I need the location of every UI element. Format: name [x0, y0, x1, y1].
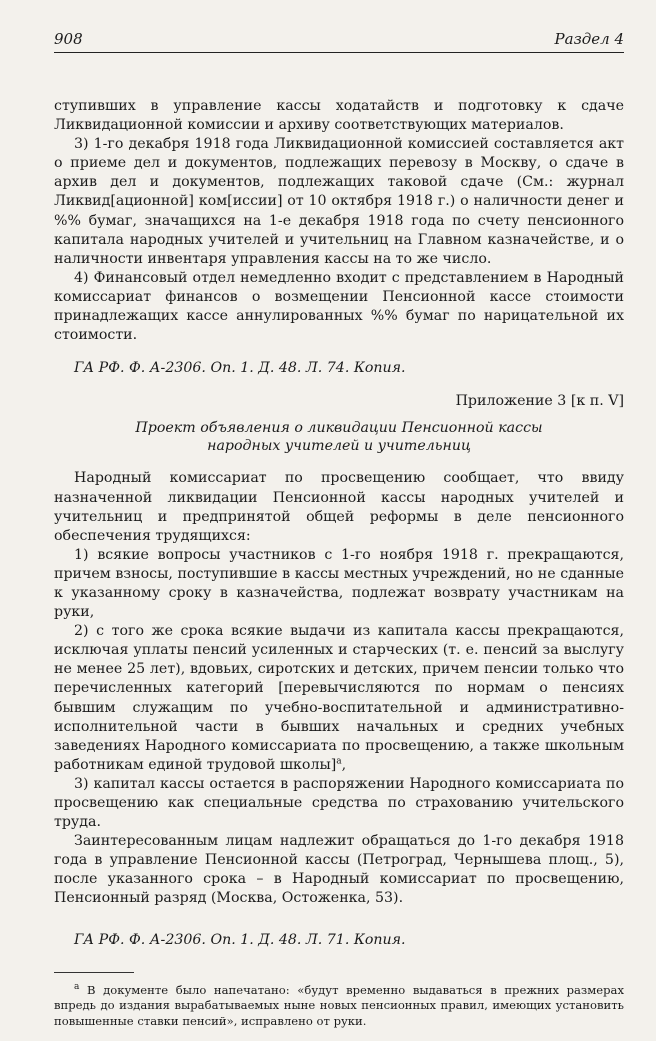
announcement-item-3: 3) капитал кассы остается в распоряжении Народного комиссариата по просвещению как специальные средства по страхованию учительского труда. [54, 775, 624, 831]
footnote-text: В документе было напечатано: «будут временно выдаваться в прежних размерах впредь до издания вырабатываемых ныне новых пенсионных правил, имеющих установить повышенные ставки пенсий», исправлено от руки. [54, 982, 624, 1028]
announcement-intro: Народный комиссариат по просвещению сообщает, что ввиду назначенной ликвидации Пенсионной кассы народных учителей и учительниц и предпринятой общей реформы в деле пенсионного обеспечения трудящихся: [54, 470, 624, 544]
announcement-item-2 [54, 622, 624, 775]
footnote-marker: а [336, 756, 342, 767]
footnote-divider [54, 972, 134, 973]
announcement-contact: Заинтересованным лицам надлежит обращаться до 1-го декабря 1918 года в управление Пенсионной кассы (Петроград, Чернышева площ., 5), после указанного срока – в Народный комиссариат по просвещению, Пенсионный разряд (Москва, Остоженка, 53). [54, 833, 624, 907]
announcement-item-1: 1) всякие вопросы участников с 1-го ноября 1918 г. прекращаются, причем взносы, поступившие в кассы местных учреждений, но не сданные к указанному сроку в казначейства, подлежат возврату участникам на руки, [54, 546, 624, 621]
paragraph-item-3: 3) 1-го декабря 1918 года Ликвидационной комиссией составляется акт о приеме дел и документов, подлежащих перевозу в Москву, о сдаче в архив дел и документов, подлежащих таковой сдаче (См.: журнал Ликвид[ационной] ком[иссии] от 10 октября 1918 г.) о наличности денег и %% бумаг, значащихся на 1-е декабря 1918 года по счету пенсионного капитала народных учителей и учительниц на Главном казначействе, и о наличности инвентаря управления кассы на то же число. [54, 136, 624, 267]
page-number: 908 [54, 30, 83, 48]
archive-reference: ГА РФ. Ф. А-2306. Оп. 1. Д. 48. Л. 74. Копия. [74, 360, 406, 377]
footnote-mark: а [74, 981, 80, 992]
page-header [54, 30, 624, 53]
document-title-line-1: Проект объявления о ликвидации Пенсионной кассы [135, 420, 543, 437]
document-page [54, 30, 624, 1041]
paragraph-item-4: 4) Финансовый отдел немедленно входит с представлением в Народный комиссариат финансов о возмещении Пенсионной кассе стоимости принадлежащих кассе аннулированных %% бумаг по нарицательной их стоимости. [54, 269, 624, 344]
page-body [54, 97, 624, 950]
paragraph-continuation: ступивших в управление кассы ходатайств и подготовку к сдаче Ликвидационной комиссии и архиву соответствующих материалов. [54, 98, 624, 134]
section-title: Раздел 4 [554, 30, 624, 48]
appendix-label: Приложение 3 [к п. V] [455, 393, 624, 410]
archive-reference-2: ГА РФ. Ф. А-2306. Оп. 1. Д. 48. Л. 71. Копия. [74, 931, 406, 948]
announcement-item-2-end: , [341, 756, 347, 773]
announcement-item-2-text: 2) с того же срока всякие выдачи из капитала кассы прекращаются, исключая уплаты пенсий усиленных и старческих (т. е. пенсий за выслугу не менее 25 лет), вдовьих, сиротских и детских, причем пенсии только что перечисленных категорий [перевычисляются по нормам о пенсиях бывшим служащим по учебно-воспитательной и административно-исполнительной части в бывших начальных и средних учебных заведениях Народного комиссариата по просвещению, а также школьным работникам единой трудовой школы] [54, 623, 624, 773]
footnote [54, 983, 624, 1030]
document-title [54, 419, 624, 455]
document-title-line-2: народных учителей и учительниц [207, 438, 471, 455]
